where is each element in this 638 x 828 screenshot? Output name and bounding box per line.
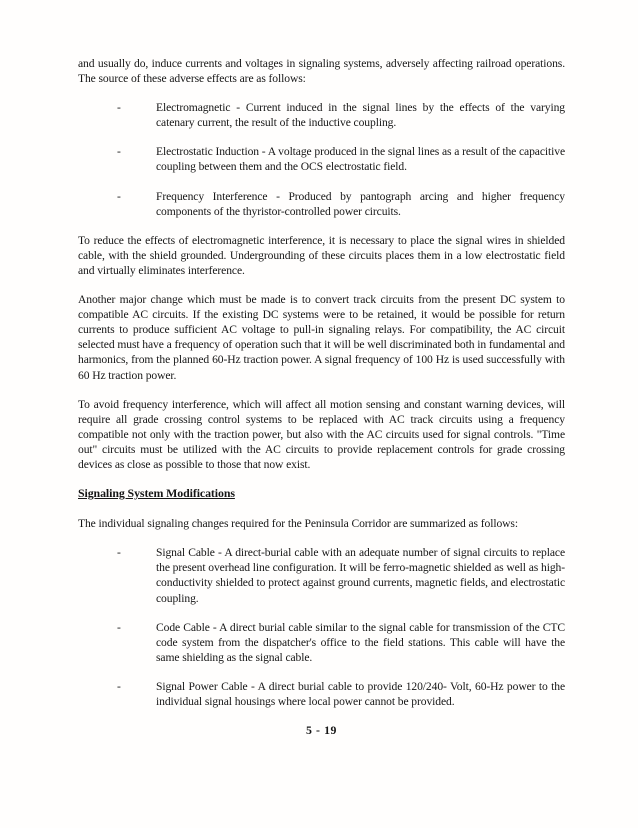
list-item-text: Electromagnetic - Current induced in the signal lines by the effects of the varying catenary current, the result of the inductive coupling. bbox=[156, 101, 565, 130]
section-heading: Signaling System Modifications bbox=[78, 486, 235, 501]
bullet-dash: - bbox=[117, 546, 121, 560]
list-item-text: Frequency Interference - Produced by pantograph arcing and higher frequency components of the thyristor-controlled power circuits. bbox=[156, 189, 565, 218]
list-item-signal-cable bbox=[117, 545, 565, 605]
list-item-electrostatic-induction bbox=[117, 144, 565, 174]
bullet-dash: - bbox=[117, 145, 121, 159]
paragraph-grade-crossing: To avoid frequency interference, which will affect all motion sensing and constant warning devices, will require all grade crossing control systems to be replaced with AC track circuits using a frequency compatible not only with the traction power, but also with the AC circuits used for signal controls. "Time out" circuits must be utilized with the AC circuits to provide replacement controls for grade crossing devices as close as possible to those that now exist. bbox=[78, 397, 565, 471]
paragraph-track-circuits: Another major change which must be made is to convert track circuits from the present DC system to compatible AC circuits. If the existing DC systems were to be retained, it would be possible for return currents to produce sufficient AC voltage to pull-in signaling relays. For compatibility, the AC circuit selected must have a frequency of operation such that it will be well discriminated both in fundamental and harmonics, from the planned 60-Hz traction power. A signal frequency of 100 Hz is used successfully with 60 Hz traction power. bbox=[78, 293, 565, 382]
bullet-dash: - bbox=[117, 189, 121, 203]
list-item-signal-power-cable bbox=[117, 679, 565, 709]
list-item-electromagnetic bbox=[117, 100, 565, 130]
list-item-code-cable bbox=[117, 620, 565, 665]
bullet-dash: - bbox=[117, 101, 121, 115]
list-item-frequency-interference bbox=[117, 189, 565, 219]
list-item-text: Signal Cable - A direct-burial cable with an adequate number of signal circuits to replace the present overhead line configuration. It will be ferro-magnetic shielded as well as high-conductivity shielded to protect against ground currents, magnetic fields, and electrostatic coupling. bbox=[156, 546, 565, 605]
paragraph-individual-changes: The individual signaling changes required for the Peninsula Corridor are summarized as follows: bbox=[78, 517, 518, 531]
list-item-text: Signal Power Cable - A direct burial cable to provide 120/240- Volt, 60-Hz power to the individual signal housings where local power cannot be provided. bbox=[156, 679, 565, 708]
list-item-text: Code Cable - A direct burial cable similar to the signal cable for transmission of the CTC code system from the dispatcher's office to the field stations. This cable will have the same shielding as the signal cable. bbox=[156, 620, 565, 664]
paragraph-reduce-interference: To reduce the effects of electromagnetic interference, it is necessary to place the signal wires in shielded cable, with the shield grounded. Undergrounding of these circuits places them in a low electrostatic field and virtually eliminates interference. bbox=[78, 233, 565, 277]
list-item-text: Electrostatic Induction - A voltage produced in the signal lines as a result of the capacitive coupling between them and the OCS electrostatic field. bbox=[156, 145, 565, 174]
paragraph-intro: and usually do, induce currents and voltages in signaling systems, adversely affecting railroad operations. The source of these adverse effects are as follows: bbox=[78, 57, 565, 86]
page-number: 5 - 19 bbox=[305, 723, 338, 738]
bullet-dash: - bbox=[117, 679, 121, 693]
bullet-dash: - bbox=[117, 620, 121, 634]
